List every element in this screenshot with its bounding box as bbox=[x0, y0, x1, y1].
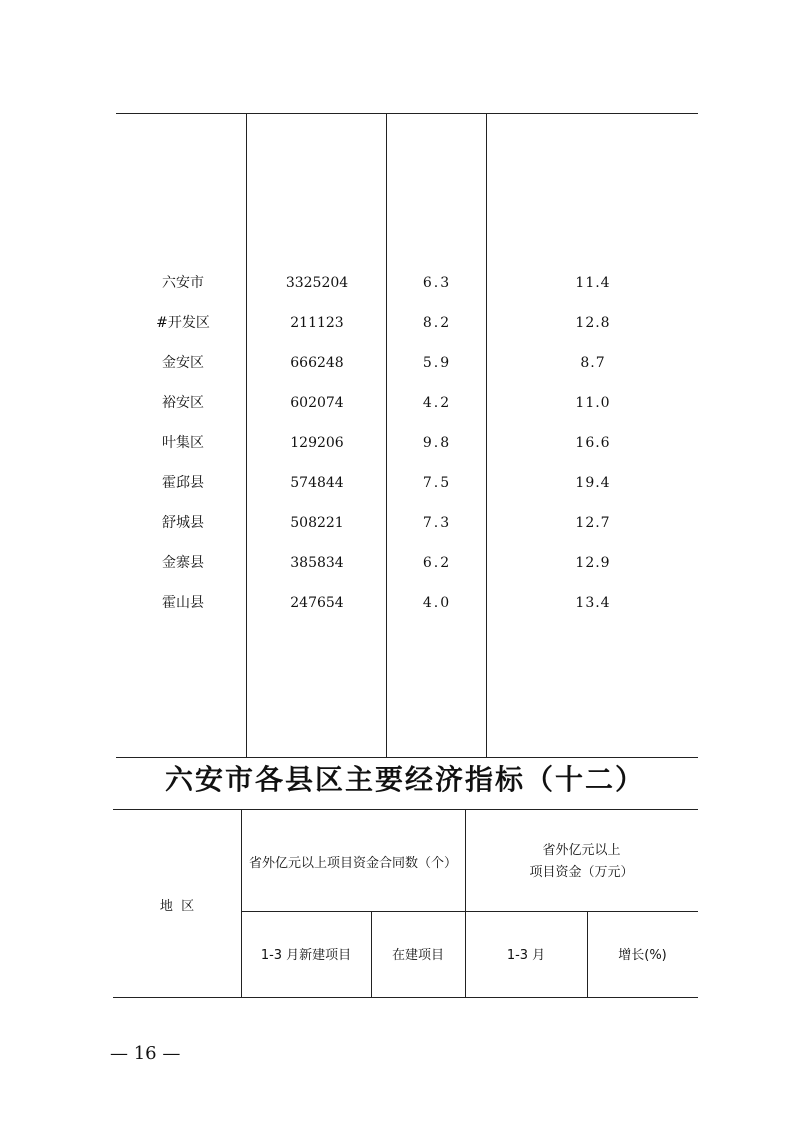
top-table-col-divider-3 bbox=[486, 113, 487, 758]
growth-cell-2: 13.4 bbox=[575, 595, 611, 611]
growth-cell: 4.2 bbox=[422, 395, 452, 411]
section-title: 六安市各县区主要经济指标（十二） bbox=[164, 763, 645, 796]
growth-cell: 7.5 bbox=[422, 475, 452, 491]
top-table-col-divider-2 bbox=[386, 113, 387, 758]
growth-cell: 8.2 bbox=[422, 315, 452, 331]
value-cell: 666248 bbox=[290, 355, 344, 371]
page-number: — 16 — bbox=[110, 1043, 181, 1064]
value-cell: 385834 bbox=[290, 555, 344, 571]
growth-cell: 6.2 bbox=[422, 555, 452, 571]
q1-funds-header: 1-3 月 bbox=[506, 948, 546, 963]
header-table-sub-border bbox=[241, 911, 698, 912]
growth-cell: 7.3 bbox=[422, 515, 452, 531]
growth-cell-2: 12.7 bbox=[575, 515, 611, 531]
growth-cell-2: 16.6 bbox=[575, 435, 611, 451]
top-table-top-border bbox=[116, 113, 698, 114]
top-table-col-divider-1 bbox=[246, 113, 247, 758]
value-cell: 602074 bbox=[290, 395, 344, 411]
growth-header: 增长(%) bbox=[618, 948, 667, 963]
header-table-bottom-border bbox=[113, 997, 698, 998]
growth-cell-2: 12.8 bbox=[575, 315, 611, 331]
region-cell: 霍邱县 bbox=[162, 475, 204, 491]
growth-cell-2: 11.4 bbox=[575, 275, 611, 291]
region-cell: 金安区 bbox=[162, 355, 204, 371]
funds-group-header-line2: 项目资金（万元） bbox=[529, 865, 634, 880]
contracts-group-header: 省外亿元以上项目资金合同数（个） bbox=[248, 856, 457, 871]
new-projects-header: 1-3 月新建项目 bbox=[260, 948, 352, 963]
in-construction-header: 在建项目 bbox=[391, 948, 444, 963]
value-cell: 129206 bbox=[290, 435, 344, 451]
region-cell: 叶集区 bbox=[162, 435, 204, 451]
growth-cell-2: 11.0 bbox=[575, 395, 611, 411]
growth-cell-2: 19.4 bbox=[575, 475, 611, 491]
value-cell: 3325204 bbox=[285, 275, 349, 291]
top-table-bottom-border bbox=[116, 757, 698, 758]
region-cell: 裕安区 bbox=[162, 395, 204, 411]
header-table-group-divider bbox=[465, 809, 466, 998]
growth-cell: 5.9 bbox=[422, 355, 452, 371]
growth-cell: 4.0 bbox=[422, 595, 452, 611]
header-table-top-border bbox=[113, 809, 698, 810]
region-header: 地 区 bbox=[159, 899, 195, 914]
region-cell: 舒城县 bbox=[162, 515, 204, 531]
funds-group-header-line1: 省外亿元以上 bbox=[542, 843, 621, 858]
region-cell: 霍山县 bbox=[162, 595, 204, 611]
value-cell: 508221 bbox=[290, 515, 344, 531]
growth-cell-2: 12.9 bbox=[575, 555, 611, 571]
value-cell: 211123 bbox=[290, 315, 344, 331]
growth-cell: 9.8 bbox=[422, 435, 452, 451]
header-table-region-divider bbox=[241, 809, 242, 998]
region-cell: 六安市 bbox=[162, 275, 204, 291]
growth-cell-2: 8.7 bbox=[580, 355, 606, 371]
region-cell: 金寨县 bbox=[162, 555, 204, 571]
growth-cell: 6.3 bbox=[422, 275, 452, 291]
value-cell: 574844 bbox=[290, 475, 344, 491]
region-cell: #开发区 bbox=[156, 315, 210, 331]
value-cell: 247654 bbox=[290, 595, 344, 611]
